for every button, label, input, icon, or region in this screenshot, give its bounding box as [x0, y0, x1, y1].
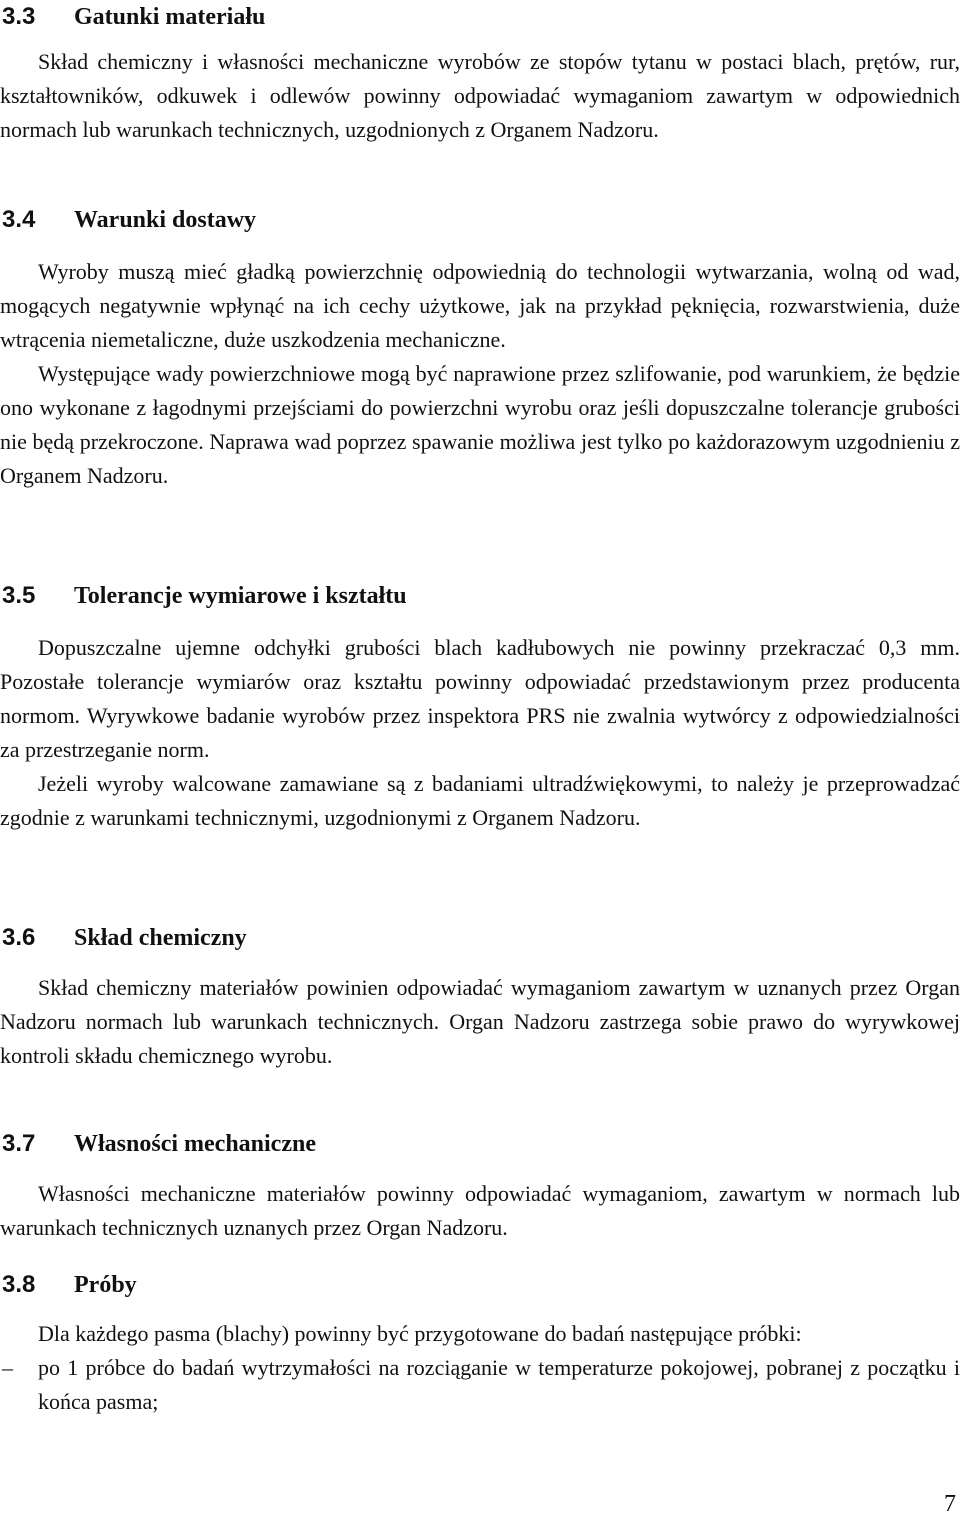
section-heading: [0, 579, 960, 613]
section-heading: [0, 0, 960, 34]
paragraph: Jeżeli wyroby walcowane zamawiane są z badaniami ultradźwiękowymi, to należy je przeprowadzać zgodnie z warunkami technicznymi, uzgodnionymi z Organem Nadzoru.: [0, 771, 960, 830]
section-number: 3.7: [2, 1130, 36, 1157]
section-number: 3.8: [2, 1271, 36, 1298]
list-item: [0, 1351, 960, 1419]
list-item-text: po 1 próbce do badań wytrzymałości na rozciąganie w temperaturze pokojowej, pobranej z początku i końca pasma;: [38, 1355, 960, 1414]
section-title: Skład chemiczny: [74, 925, 247, 951]
section-3-8: [0, 1268, 960, 1419]
paragraph: Dla każdego pasma (blachy) powinny być przygotowane do badań następujące próbki:: [38, 1321, 802, 1346]
section-3-4: [0, 203, 960, 493]
paragraph: Wyroby muszą mieć gładką powierzchnię odpowiednią do technologii wytwarzania, wolną od wad, mogących negatywnie wpłynąć na ich cechy użytkowe, jak na przykład pęknięcia, rozwarstwienia, duże wtrącenia niemetaliczne, duże uszkodzenia mechaniczne.: [0, 259, 960, 352]
section-title: Gatunki materiału: [74, 4, 266, 30]
section-3-6: [0, 921, 960, 1073]
section-number: 3.5: [2, 582, 36, 609]
section-title: Własności mechaniczne: [74, 1131, 316, 1157]
paragraph: Dopuszczalne ujemne odchyłki grubości blach kadłubowych nie powinny przekraczać 0,3 mm. Pozostałe tolerancje wymiarów oraz kształtu powinny odpowiadać przedstawionym przez producenta normom. Wyrywkowe badanie wyrobów przez inspektora PRS nie zwalnia wytwórcy z odpowiedzialności za przestrzeganie norm.: [0, 635, 960, 762]
paragraph: Własności mechaniczne materiałów powinny odpowiadać wymaganiom, zawartym w normach lub warunkach technicznych uznanych przez Organ Nadzoru.: [0, 1181, 960, 1240]
section-title: Tolerancje wymiarowe i kształtu: [74, 583, 407, 609]
paragraph: Skład chemiczny i własności mechaniczne wyrobów ze stopów tytanu w postaci blach, prętów, rur, kształtowników, odkuwek i odlewów powinny odpowiadać wymaganiom zawartym w odpowiednich normach lub warunkach technicznych, uzgodnionych z Organem Nadzoru.: [0, 49, 960, 142]
paragraph: Występujące wady powierzchniowe mogą być naprawione przez szlifowanie, pod warunkiem, że będzie ono wykonane z łagodnymi przejściami do powierzchni wyrobu oraz jeśli dopuszczalne tolerancje grubości nie będą przekroczone. Naprawa wad poprzez spawanie możliwa jest tylko po każdorazowym uzgodnieniu z Organem Nadzoru.: [0, 361, 960, 488]
section-number: 3.3: [2, 3, 36, 30]
section-3-3: [0, 0, 960, 147]
section-3-7: [0, 1127, 960, 1245]
paragraph: Skład chemiczny materiałów powinien odpowiadać wymaganiom zawartym w uznanych przez Organ Nadzoru normach lub warunkach technicznych. Organ Nadzoru zastrzega sobie prawo do wyrywkowej kontroli składu chemicznego wyrobu.: [0, 975, 960, 1068]
section-number: 3.4: [2, 206, 36, 233]
section-heading: [0, 203, 960, 237]
page-number: 7: [944, 1491, 956, 1517]
section-title: Warunki dostawy: [74, 207, 257, 233]
list-dash: –: [2, 1355, 13, 1380]
section-3-5: [0, 579, 960, 835]
section-heading: [0, 1127, 960, 1161]
section-number: 3.6: [2, 924, 36, 951]
section-title: Próby: [74, 1272, 137, 1298]
section-heading: [0, 921, 960, 955]
section-heading: [0, 1268, 960, 1302]
